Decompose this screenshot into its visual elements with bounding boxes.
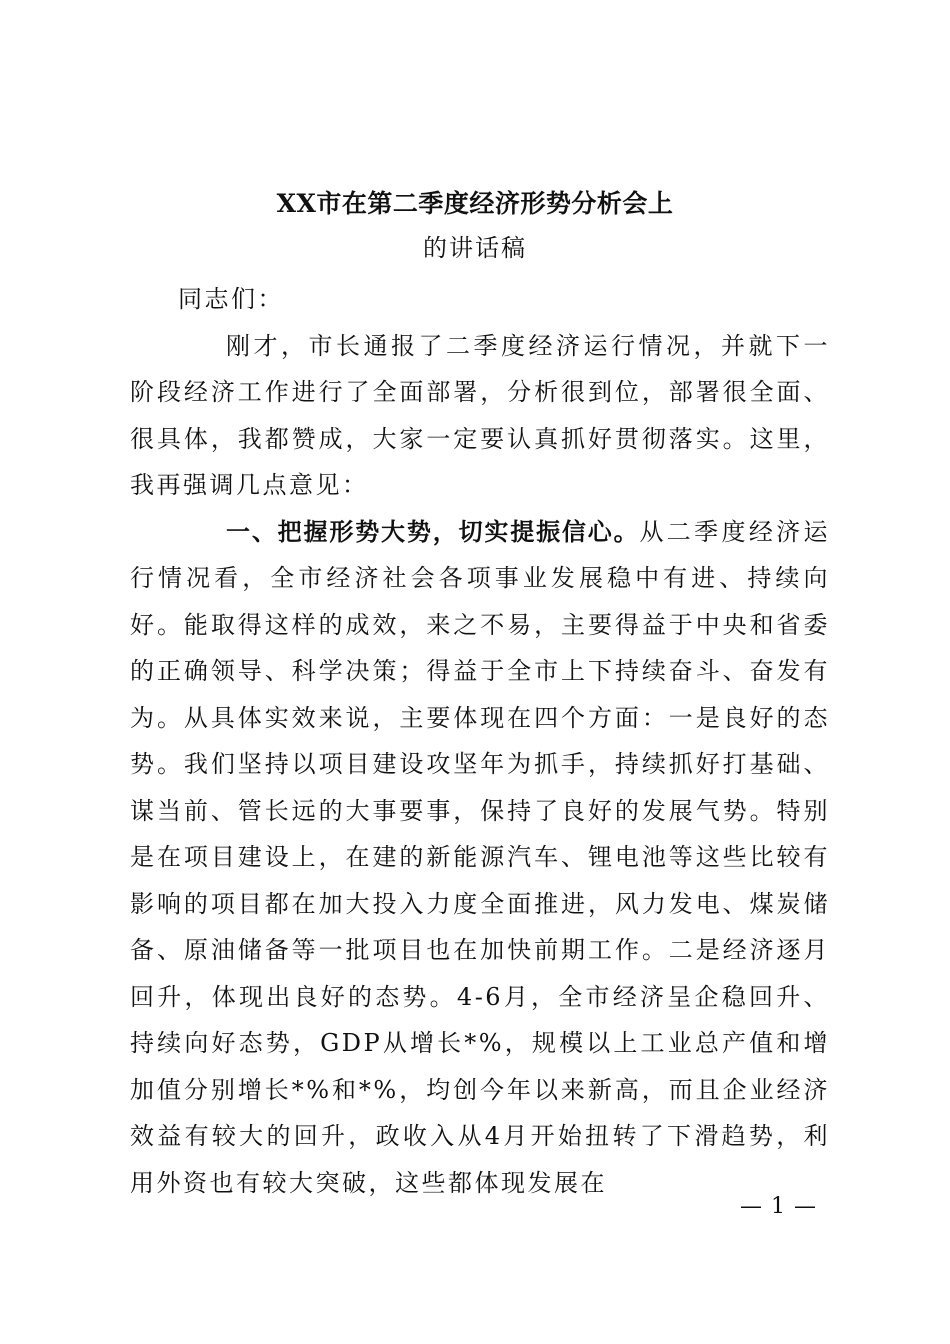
page-number: — 1 — bbox=[740, 1194, 817, 1219]
paragraph-section-1 bbox=[130, 509, 830, 1207]
section-1-heading: 一、把握形势大势，切实提振信心。 bbox=[226, 516, 640, 546]
section-1-body: 从二季度经济运行情况看，全市经济社会各项事业发展稳中有进、持续向好。能取得这样的成效，来之不易，主要得益于中央和省委的正确领导、科学决策；得益于全市上下持续奋斗、奋发有为。从具体实效来说，主要体现在四个方面：一是良好的态势。我们坚持以项目建设攻坚年为抓手，持续抓好打基础、谋当前、管长远的大事要事，保持了良好的发展气势。特别是在项目建设上，在建的新能源汽车、锂电池等这些比较有影响的项目都在加大投入力度全面推进，风力发电、煤炭储备、原油储备等一批项目也在加快前期工作。二是经济逐月回升，体现出良好的态势。4-6月，全市经济呈企稳回升、持续向好态势，GDP从增长*%，规模以上工业总产值和增加值分别增长*%和*%，均创今年以来新高，而且企业经济效益有较大的回升，政收入从4月开始扭转了下滑趋势，利用外资也有较大突破，这些都体现发展在 bbox=[130, 517, 830, 1197]
document-body bbox=[130, 276, 830, 1206]
paragraph-intro: 刚才，市长通报了二季度经济运行情况，并就下一阶段经济工作进行了全面部署，分析很到位，部署很全面、很具体，我都赞成，大家一定要认真抓好贯彻落实。这里，我再强调几点意见： bbox=[130, 331, 830, 499]
document-subtitle: 的讲话稿 bbox=[423, 234, 527, 262]
document-title: XX市在第二季度经济形势分析会上 bbox=[276, 189, 674, 218]
salutation: 同志们： bbox=[178, 285, 284, 313]
